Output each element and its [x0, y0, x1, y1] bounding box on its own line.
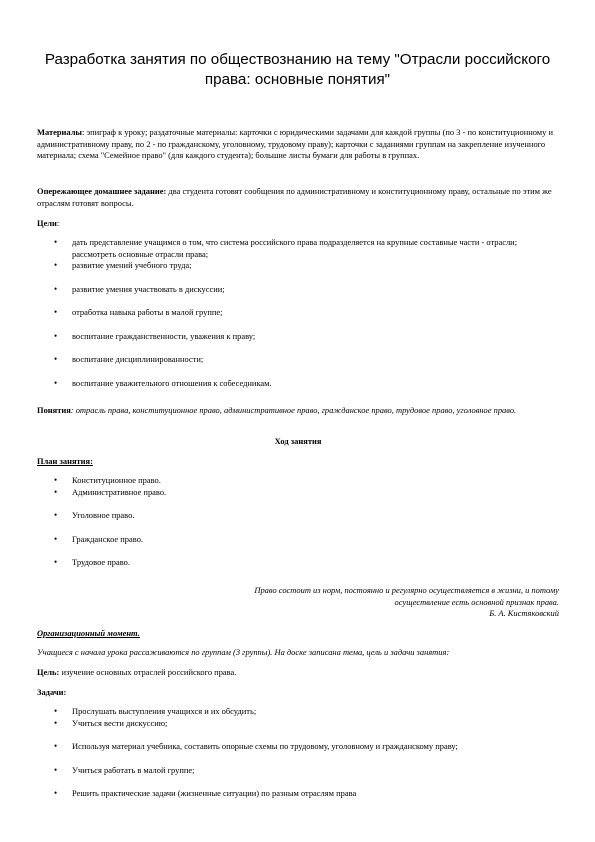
goal-paragraph — [37, 667, 559, 679]
tasks-item: • Решить практические задачи (жизненные ситуации) по разным отраслям права — [37, 788, 559, 800]
course-heading-text: Ход занятия — [274, 436, 322, 446]
materials-paragraph — [37, 127, 559, 162]
goals-item: • воспитание дисциплинированности; — [37, 354, 559, 366]
tasks-item: • Учиться вести дискуссию; — [37, 718, 559, 730]
epigraph — [37, 585, 559, 620]
plan-item: • Трудовое право. — [37, 557, 559, 569]
goal-label: Цель: — [37, 667, 60, 677]
epigraph-line-2: осуществление есть основной признак права. — [394, 596, 559, 607]
tasks-item: • Прослушать выступления учащихся и их обсудить; — [37, 706, 559, 718]
document-title — [40, 50, 555, 89]
materials-label: Материалы — [37, 127, 83, 137]
plan-item: • Административное право. — [37, 487, 559, 499]
concepts-paragraph — [37, 405, 559, 417]
goals-item: • воспитание гражданственности, уважения к праву; — [37, 331, 559, 343]
epigraph-line-1: Право состоит из норм, постоянно и регулярно осуществляется в жизни, и потому — [254, 585, 559, 595]
org-moment-text: Учащиеся с начала урока рассаживаются по группам (3 группы). На доске записана тема, цель и задачи занятия: — [37, 647, 450, 657]
tasks-heading — [37, 687, 559, 699]
homework-paragraph — [37, 186, 559, 209]
epigraph-author: Б. А. Кистяковский — [489, 608, 559, 618]
materials-text: : эпиграф к уроку; раздаточные материалы: карточки с юридическими задачами для каждой группы (по 3 - по конституционному и административному праву, по 2 - по гражданскому, уголовному, трудовому праву); карточки с заданиями группам на закрепление изученного материала; схема "Семейное право" (для каждого студента); большие листы бумаги для работы в группах. — [37, 127, 553, 160]
goals-list — [37, 237, 559, 389]
org-moment-label: Организационный момент. — [37, 628, 140, 638]
goals-item: • дать представление учащимся о том, что система российского права подразделяется на крупные составные части - отрасли; рассмотреть основные отрасли права; — [37, 237, 559, 260]
goals-item: • воспитание уважительного отношения к собеседникам. — [37, 378, 559, 390]
homework-text: два студента готовят сообщения по административному и конституционному праву, остальные по этим же отраслям готовят вопросы. — [37, 186, 552, 208]
plan-item: • Конституционное право. — [37, 475, 559, 487]
tasks-item: • Учиться работать в малой группе; — [37, 765, 559, 777]
plan-list — [37, 475, 559, 569]
org-moment-paragraph — [37, 647, 559, 659]
tasks-list — [37, 706, 559, 800]
goals-label: Цели — [37, 218, 57, 228]
tasks-label: Задачи: — [37, 687, 67, 697]
org-moment-heading — [37, 628, 559, 640]
title-line-2: права: основные понятия" — [204, 70, 391, 88]
concepts-label: Понятия — [37, 405, 71, 415]
goals-item: • отработка навыка работы в малой группе; — [37, 307, 559, 319]
goals-suffix: : — [56, 218, 60, 228]
goals-item: • развитие умения участвовать в дискуссии; — [37, 284, 559, 296]
plan-item: • Уголовное право. — [37, 510, 559, 522]
goal-text: изучение основных отраслей российского права. — [59, 667, 237, 677]
goals-item: • развитие умений учебного труда; — [37, 260, 559, 272]
tasks-item: • Используя материал учебника, составить опорные схемы по трудовому, уголовному и гражданскому праву; — [37, 741, 559, 753]
plan-heading — [37, 456, 559, 468]
course-heading — [37, 436, 559, 448]
homework-label: Опережающее домашнее задание: — [37, 186, 167, 196]
plan-item: • Гражданское право. — [37, 534, 559, 546]
title-line-1: Разработка занятия по обществознанию на тему "Отрасли российского — [44, 51, 551, 68]
plan-label: План занятия: — [37, 456, 93, 466]
goals-heading — [37, 218, 559, 230]
concepts-text: : отрасль права, конституционное право, административное право, гражданское право, трудовое право, уголовное право. — [70, 405, 517, 415]
